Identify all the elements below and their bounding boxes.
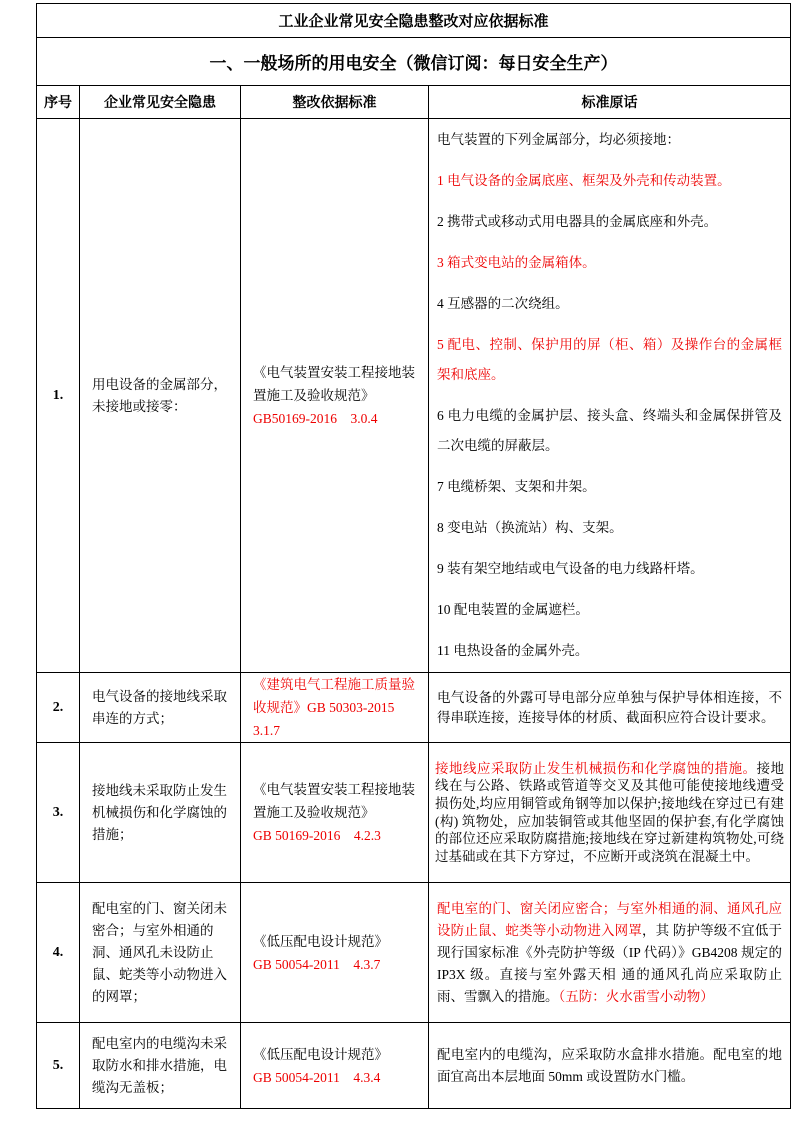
table-body [37, 119, 791, 1109]
document-title-row [37, 4, 791, 38]
basis-cell [241, 1023, 429, 1109]
standard-paragraph [437, 289, 782, 319]
standard-segment: 配电室的门、窗关闭应密合；与室外相通的洞、通风孔应设防止鼠、蛇类等小动物进入网罩 [437, 900, 783, 938]
standard-text-cell [429, 119, 791, 673]
basis-segment: 《低压配电设计规范》 [253, 1046, 388, 1062]
standard-paragraph [435, 760, 784, 866]
column-header-row [37, 86, 791, 119]
basis-segment: GB 50054-2011 4.3.4 [253, 1069, 381, 1085]
standard-paragraph [437, 1044, 782, 1088]
document-title: 工业企业常见安全隐患整改对应依据标准 [37, 4, 791, 38]
section-title: 一、一般场所的用电安全（微信订阅：每日安全生产） [37, 38, 791, 86]
col-header-hazard: 企业常见安全隐患 [80, 86, 241, 119]
standard-segment: 接地线应采取防止发生机械损伤和化学腐蚀的措施。 [435, 760, 757, 776]
standard-paragraph [437, 401, 782, 461]
section-title-row [37, 38, 791, 86]
row-number-cell: 2. [37, 673, 80, 743]
standard-text-cell [429, 883, 791, 1023]
hazard-cell: 电气设备的接地线采取串连的方式； [80, 673, 241, 743]
hazard-cell: 配电室的门、窗关闭未密合；与室外相通的洞、通风孔未设防止鼠、蛇类等小动物进入的网罩； [80, 883, 241, 1023]
basis-segment: GB 50054-2011 4.3.7 [253, 956, 381, 972]
standard-segment: 1 电气设备的金属底座、框架及外壳和传动装置。 [437, 173, 731, 188]
basis-cell [241, 673, 429, 743]
basis-segment: GB 50169-2016 4.2.3 [253, 828, 381, 843]
standard-segment: 5 配电、控制、保护用的屏（柜、箱）及操作台的金属框架和底座。 [437, 337, 783, 382]
basis-cell [241, 119, 429, 673]
basis-segment: 《电气装置安装工程接地装置施工及验收规范》 [253, 365, 415, 403]
standard-segment: 4 互感器的二次绕组。 [437, 296, 569, 311]
basis-segment: 《低压配电设计规范》 [253, 933, 388, 949]
standard-segment: 配电室内的电缆沟，应采取防水盒排水措施。配电室的地面宜高出本层地面 50mm 或设置防水门槛。 [437, 1046, 783, 1084]
basis-cell [241, 743, 429, 883]
col-header-no: 序号 [37, 86, 80, 119]
standard-segment: 2 携带式或移动式用电器具的金属底座和外壳。 [437, 214, 718, 229]
standard-paragraph [437, 248, 782, 278]
standard-segment: 11 电热设备的金属外壳。 [437, 643, 589, 658]
standards-table [36, 3, 791, 1109]
standard-segment: 8 变电站（换流站）构、支架。 [437, 520, 623, 535]
hazard-cell: 配电室内的电缆沟未采取防水和排水措施，电缆沟无盖板； [80, 1023, 241, 1109]
standard-segment: 电气设备的外露可导电部分应单独与保护导体相连接，不得串联连接，连接导体的材质、截面积应符合设计要求。 [437, 689, 783, 725]
standard-segment: 6 电力电缆的金属护层、接头盒、终端头和金属保拼管及二次电缆的屏蔽层。 [437, 408, 783, 453]
basis-cell [241, 883, 429, 1023]
table-row [37, 1023, 791, 1109]
standard-paragraph [437, 207, 782, 237]
basis-segment: 《电气装置安装工程接地装置施工及验收规范》 [253, 782, 415, 820]
standard-paragraph [437, 125, 782, 155]
table-row [37, 883, 791, 1023]
standard-segment: 电气装置的下列金属部分，均必须接地： [437, 132, 680, 147]
standard-paragraph [437, 636, 782, 666]
standard-paragraph [437, 898, 782, 1008]
standard-segment: （五防：火水雷雪小动物） [558, 988, 714, 1004]
standard-segment: 9 装有架空地结或电气设备的电力线路杆塔。 [437, 561, 704, 576]
standard-segment: 10 配电装置的金属遮栏。 [437, 602, 589, 617]
col-header-basis: 整改依据标准 [241, 86, 429, 119]
standard-text-cell [429, 743, 791, 883]
standard-segment: ，其 防护等级不宜低于现行国家标准《外壳防护等级（IP 代码）》GB4208 规定的 IP3X 级。直接与室外露天相 通的通风孔尚应采取防止雨、雪飘入的措施。 [437, 922, 783, 1004]
row-number-cell: 3. [37, 743, 80, 883]
standard-segment: 3 箱式变电站的金属箱体。 [437, 255, 596, 270]
standard-paragraph [437, 513, 782, 543]
standard-paragraph [437, 595, 782, 625]
standard-paragraph [437, 554, 782, 584]
hazard-cell: 接地线未采取防止发生机械损伤和化学腐蚀的措施； [80, 743, 241, 883]
standard-segment: 接地线在与公路、铁路或管道等交叉及其他可能使接地线遭受损伤处,均应用铜管或角钢等加以保护;接地线在穿过已有建(构) 筑物处，应加装铜管或其他坚固的保护套,有化学腐蚀的部位还应采取防腐措施;接地线在穿过新建构筑物处,可绕过基础或在其下方穿过，不应断开或浇筑在混凝土中。 [435, 760, 785, 864]
standard-text-cell [429, 1023, 791, 1109]
standard-paragraph [437, 330, 782, 390]
table-row [37, 743, 791, 883]
standard-text-cell [429, 673, 791, 743]
standard-segment: 7 电缆桥架、支架和井架。 [437, 479, 596, 494]
col-header-standard: 标准原话 [429, 86, 791, 119]
row-number-cell: 1. [37, 119, 80, 673]
hazard-cell: 用电设备的金属部分，未接地或接零： [80, 119, 241, 673]
table-row [37, 673, 791, 743]
standard-paragraph [437, 166, 782, 196]
row-number-cell: 5. [37, 1023, 80, 1109]
row-number-cell: 4. [37, 883, 80, 1023]
table-row [37, 119, 791, 673]
standard-paragraph [437, 472, 782, 502]
basis-segment: 《建筑电气工程施工质量验收规范》GB 50303-2015 3.1.7 [253, 677, 415, 738]
standard-paragraph [437, 688, 782, 728]
basis-segment: GB50169-2016 3.0.4 [253, 411, 378, 426]
